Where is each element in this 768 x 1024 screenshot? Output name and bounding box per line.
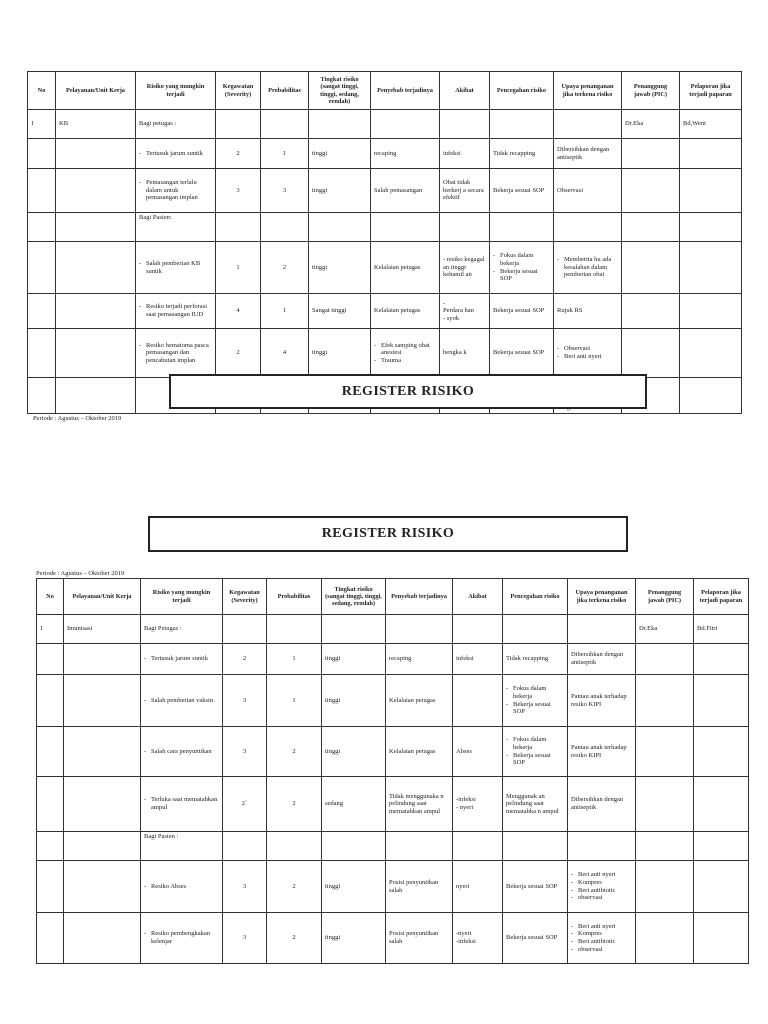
cell-effect: -nyeri [456,930,472,938]
table-row [37,727,749,777]
cell-severity: 1 [216,242,261,294]
cell-prevention: Menggunak an pelindung saat mematahka n ampul [503,777,568,832]
cell-probability: 2 [267,913,322,964]
header-report: Pelaporan jika terjadi paparan [694,579,749,615]
cell-effect: infeksi [440,139,490,169]
cell-report: Bd.Fitri [694,615,749,644]
cell-handling-item: - observasi [571,946,632,954]
cell-handling: Pantau anak terhadap resiko KIPI [568,727,636,777]
cell-handling-item: - Kompres [571,930,632,938]
cell-prevention: Bekerja sesuai SOP [503,861,568,913]
table-row [37,832,749,861]
register-title: REGISTER RISIKO [148,516,628,552]
header-handling: Upaya penanganan jika terkena risiko [554,72,622,110]
header-prevention: Pencegahan risiko [503,579,568,615]
cell-effect: Abses [453,727,503,777]
cell-level: tinggi [309,329,371,378]
table-row [37,913,749,964]
cell-risk: - Salah pemberian KB suntik [139,260,212,275]
cell-handling-item: - Observasi [557,345,618,353]
cell-level: sedang [322,777,386,832]
cell-handling-item: - Beri anti nyeri [557,353,618,361]
header-unit: Pelayanan/Unit Kerja [64,579,141,615]
cell-effect: - nyeri [456,804,474,811]
table-row [28,213,742,242]
cell-effect: nyeri [453,861,503,913]
cell-handling: Dibersihkan dengan antiseptik [568,644,636,675]
cell-pic: Dr.Eka [622,110,680,139]
cell-effect: Perdara han [443,307,474,315]
cell-risk: - Salah cara penyuntikan [144,748,219,756]
cell-handling-item: - Kompres [571,879,632,887]
cell-prevention-item: - Fokus dalam bekerja [493,252,550,267]
cell-no: 1 [37,615,64,644]
table-row [37,861,749,913]
table-row: - Resiko terjadi perforasi saat pemasangan IUD 4 1 Sangat tinggi Kelalaian petugas - Perdara han - syok Bekerja sesuai SOP Rujuk RS [28,294,742,329]
cell-handling: Rujuk RS [554,294,622,329]
cell-risk: - Terluka saat mematahkan ampul [144,796,219,811]
cell-severity: 2 [216,139,261,169]
cell-risk: Bagi Pasien: [136,213,216,242]
register-title: REGISTER RISIKO [169,374,647,409]
header-level: Tingkat risiko (sangat tinggi, tinggi, sedang, rendah) [309,72,371,110]
cell-handling: Dibersihkan dengan antiseptik [568,777,636,832]
header-pic: Penanggung jawab (PIC) [622,72,680,110]
cell-prevention-item: - Fokus dalam bekerja [506,736,564,751]
table-row [28,139,742,169]
table-row [37,644,749,675]
cell-report: Bd,Weni [680,110,742,139]
cell-risk: - Resiko Abses [144,883,219,891]
cell-level: tinggi [322,644,386,675]
cell-probability: 1 [267,644,322,675]
cell-effect: -infeksi [456,796,476,804]
cell-cause: Kelalaian petugas [371,242,440,294]
cell-prevention-item: - Fokus dalam bekerja [506,685,564,700]
cell-cause: recaping [371,139,440,169]
cell-prevention: Bekerja sesuai SOP [490,329,554,378]
cell-effect: infeksi [453,644,503,675]
cell-risk: - Salah pemberian vaksin [144,697,219,705]
cell-severity: 4 [216,294,261,329]
cell-handling: Pantau anak terhadap resiko KIPI [568,675,636,727]
period-label: Periode : Agustus – Oktober 2019 [36,570,125,577]
header-handling: Upaya penanganan jika terkena risiko [568,579,636,615]
header-effect: Akibat [440,72,490,110]
period-label: Periode : Agustus – Oktober 2019 [33,415,122,422]
header-severity: Kegawatan (Severity) [223,579,267,615]
cell-cause: Posisi penyuntikan salah [386,861,453,913]
cell-probability: 1 [267,675,322,727]
cell-effect: - resiko kegagal an tinggi kehamil an [440,242,490,294]
cell-level: tinggi [322,861,386,913]
header-level: Tingkat risiko (sangat tinggi, tinggi, sedang, rendah) [322,579,386,615]
header-risk: Risiko yang mungkin terjadi [136,72,216,110]
cell-level: tinggi [309,242,371,294]
table-row [28,169,742,213]
header-no: No [37,579,64,615]
header-cause: Penyebab terjadinya [371,72,440,110]
cell-prevention: Tidak recapping [503,644,568,675]
cell-no: 1 [28,110,56,139]
cell-cause: Salah pemasangan [371,169,440,213]
table-row [37,615,749,644]
cell-cause: Kelalaian petugas [386,675,453,727]
cell-severity: 2` [223,777,267,832]
cell-risk: - Pemasangan terlalu dalam untuk pemasangan implan [139,179,212,202]
cell-risk: - Resiko hematoma pasca pemasangan dan pencabutan implan [139,342,212,365]
cell-prevention-item: - Bekerja sesuai SOP [506,752,564,767]
header-cause: Penyebab terjadinya [386,579,453,615]
cell-severity: 3 [223,675,267,727]
header-severity: Kegawatan (Severity) [216,72,261,110]
cell-level: Sangat tinggi [309,294,371,329]
header-no: No [28,72,56,110]
cell-effect: - syok [443,314,460,322]
cell-prevention: Tidak recapping [490,139,554,169]
cell-risk: - Tertusuk jarum suntik [139,150,212,158]
header-pic: Penanggung jawab (PIC) [636,579,694,615]
cell-handling: Observasi [554,169,622,213]
table-row [37,675,749,727]
cell-cause: Kelalaian petugas [386,727,453,777]
cell-level: tinggi [309,169,371,213]
cell-level: tinggi [322,727,386,777]
cell-probability: 3 [261,169,309,213]
cell-handling: - Memberita hu ada kesalahan dalam pemberian obat [557,256,618,279]
cell-handling-item: - Beri antibiotic [571,887,632,895]
cell-cause-item: - Trauma [374,357,436,365]
cell-severity: 3 [223,861,267,913]
header-prevention: Pencegahan risiko [490,72,554,110]
cell-probability: 2 [267,727,322,777]
cell-pic: Dr.Eka [636,615,694,644]
table-row [28,329,742,378]
cell-unit: KB [56,110,136,139]
cell-severity: 3 [223,913,267,964]
cell-probability: 1 [261,294,309,329]
cell-handling: Dibersihkan dengan antiseptik [554,139,622,169]
header-probability: Probabilitas [261,72,309,110]
cell-prevention-item: - Bekerja sesuai SOP [493,268,550,283]
cell-risk: - Tertusuk jarum suntik [144,655,219,663]
cell-handling-item: - Beri anti nyeri [571,871,632,879]
cell-probability: 2 [261,242,309,294]
cell-cause: Tidak menggunaka n pelindung saat mematahkan ampul [386,777,453,832]
cell-effect: bengka k [440,329,490,378]
cell-level: tinggi [322,675,386,727]
risk-register-table-imunisasi [36,578,749,964]
cell-risk: - Resiko pembengkakan kelenjar [144,930,219,945]
cell-risk: - Resiko terjadi perforasi saat pemasangan IUD [139,303,212,318]
header-effect: Akibat [453,579,503,615]
cell-level: tinggi [309,139,371,169]
cell-probability: 1 [261,139,309,169]
cell-handling-item: - Beri antibiotic [571,938,632,946]
cell-severity: 3 [223,727,267,777]
cell-severity: 3 [216,169,261,213]
table-row [28,242,742,294]
cell-risk: Bagi Pasien : [141,832,223,861]
cell-cause: Kelalaian petugas [371,294,440,329]
header-unit: Pelayanan/Unit Kerja [56,72,136,110]
cell-prevention-item: - Bekerja sesuai SOP [506,701,564,716]
cell-risk: Bagi petugas : [136,110,216,139]
table-row [37,777,749,832]
cell-effect: -infeksi [456,938,476,945]
risk-register-table-kb [27,71,742,414]
cell-probability: 2 [267,861,322,913]
cell-probability: 4 [261,329,309,378]
table-row [28,110,742,139]
cell-prevention: Bekerja sesuai SOP [490,294,554,329]
header-probability: Probabilitas [267,579,322,615]
cell-level: tinggi [322,913,386,964]
cell-cause: recaping [386,644,453,675]
cell-cause: Posisi penyuntikan salah [386,913,453,964]
cell-handling-item: - Beri anti nyeri [571,923,632,931]
cell-prevention: Bekerja sesuai SOP [490,169,554,213]
cell-effect: Obat tidak berkerj a secara efektif [440,169,490,213]
cell-handling-item: - observasi [571,894,632,902]
cell-prevention: Bekerja sesuai SOP [503,913,568,964]
cell-severity: 2 [216,329,261,378]
table-header-row [28,72,742,110]
header-risk: Risiko yang mungkin terjadi [141,579,223,615]
table-header-row [37,579,749,615]
cell-unit: Imunisasi [64,615,141,644]
cell-risk: Bagi Petugas : [141,615,223,644]
cell-cause-item: - Efek samping obat anestesi [374,342,436,357]
header-report: Pelaporan jika terjadi paparan [680,72,742,110]
cell-probability: 2 [267,777,322,832]
cell-severity: 2 [223,644,267,675]
